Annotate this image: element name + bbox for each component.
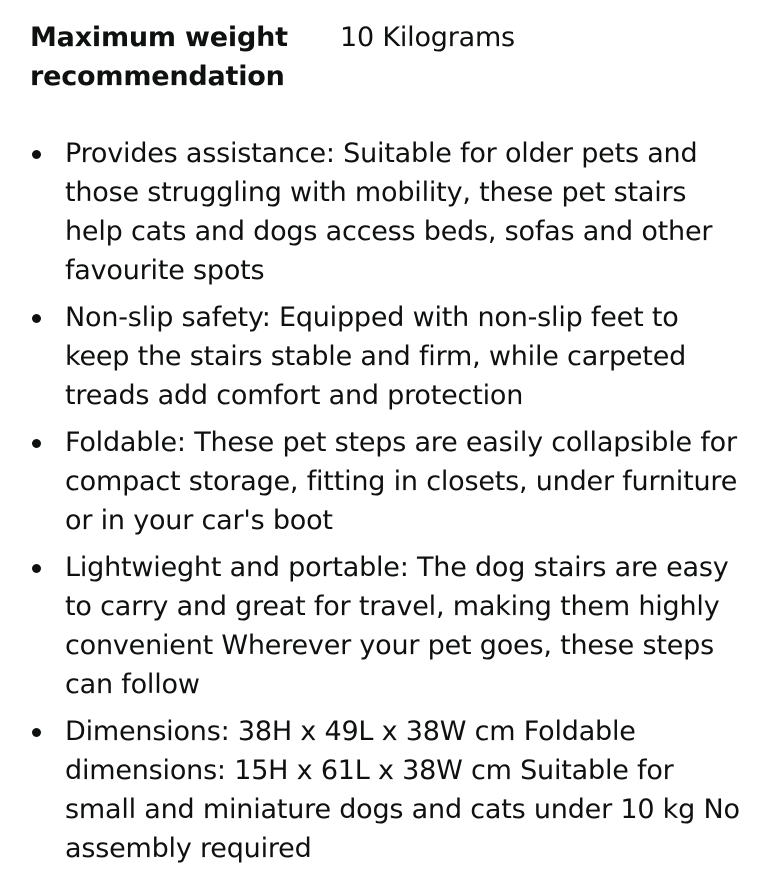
feature-bullet [30,298,740,415]
feature-text: Provides assistance: Suitable for older pets and those struggling with mobility, these pet stairs help cats and dogs access beds, sofas and other favourite spots [65,138,713,286]
bullet-dot-icon [32,150,41,159]
feature-text: Non-slip safety: Equipped with non-slip feet to keep the stairs stable and firm, while carpeted treads add comfort and protection [65,302,687,411]
feature-bullet [30,423,740,540]
feature-bullet [30,712,740,868]
bullet-dot-icon [32,314,41,323]
feature-bullet-list [30,134,740,868]
feature-text: Dimensions: 38H x 49L x 38W cm Foldable dimensions: 15H x 61L x 38W cm Suitable for small and miniature dogs and cats under 10 kg No assembly required [65,716,740,864]
spec-value: 10 Kilograms [340,22,515,53]
bullet-dot-icon [32,564,41,573]
feature-bullet [30,548,740,704]
bullet-dot-icon [32,728,41,737]
bullet-dot-icon [32,439,41,448]
spec-label: Maximum weight recommendation [30,22,288,92]
spec-row-max-weight [30,18,740,96]
feature-text: Foldable: These pet steps are easily collapsible for compact storage, fitting in closets, under furniture or in your car's boot [65,427,738,536]
feature-bullet [30,134,740,290]
feature-text: Lightwieght and portable: The dog stairs are easy to carry and great for travel, making them highly convenient Wherever your pet goes, these steps can follow [65,552,729,700]
